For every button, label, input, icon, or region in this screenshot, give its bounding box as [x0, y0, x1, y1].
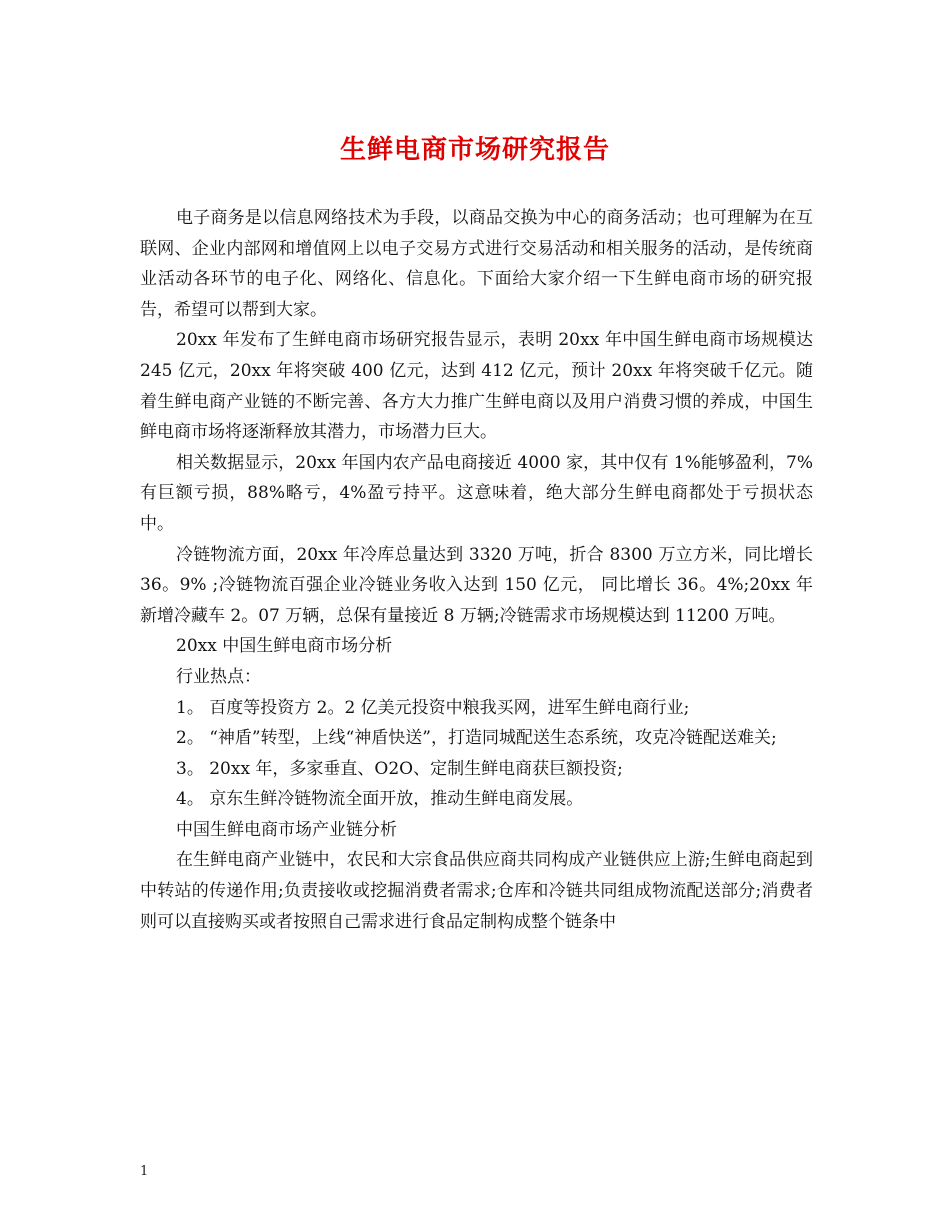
section-heading-market-analysis: 20xx 中国生鲜电商市场分析: [176, 636, 393, 657]
paragraph-profitability: 相关数据显示，20xx 年国内农产品电商接近 4000 家，其中仅有 1%能够盈利，7%有巨额亏损，88%略亏，4%盈亏持平。这意味着，绝大部分生鲜电商都处于亏损状态中。: [140, 452, 813, 534]
paragraph-cold-chain: 冷链物流方面，20xx 年冷库总量达到 3320 万吨，折合 8300 万立方米，同比增长 36。9% ;冷链物流百强企业冷链业务收入达到 150 亿元， 同比增长 36。4%;20xx 年新增冷藏车 2。07 万辆，总保有量接近 8 万辆;冷链需求市场规模达到 11200 万吨。: [140, 544, 813, 626]
document-title: 生鲜电商市场研究报告: [339, 135, 610, 165]
paragraph-industry-chain: 在生鲜电商产业链中，农民和大宗食品供应商共同构成产业链供应上游;生鲜电商起到中转站的传递作用;负责接收或挖掘消费者需求;仓库和冷链共同组成物流配送部分;消费者则可以直接购买或者按照自己需求进行食品定制构成整个链条中: [140, 850, 813, 932]
section-heading-industry-hotspots: 行业热点：: [176, 666, 261, 687]
paragraph-intro: 电子商务是以信息网络技术为手段，以商品交换为中心的商务活动；也可理解为在互联网、企业内部网和增值网上以电子交易方式进行交易活动和相关服务的活动，是传统商业活动各环节的电子化、网络化、信息化。下面给大家介绍一下生鲜电商市场的研究报告，希望可以帮到大家。: [140, 208, 813, 320]
section-heading-industry-chain: 中国生鲜电商市场产业链分析: [176, 819, 397, 840]
list-item-hotspot-1: 1。 百度等投资方 2。2 亿美元投资中粮我买网，进军生鲜电商行业;: [176, 697, 690, 718]
paragraph-market-size: 20xx 年发布了生鲜电商市场研究报告显示，表明 20xx 年中国生鲜电商市场规模达 245 亿元，20xx 年将突破 400 亿元，达到 412 亿元，预计 20xx 年将突破千亿元。随着生鲜电商产业链的不断完善、各方大力推广生鲜电商以及用户消费习惯的养成，中国生鲜电商市场将逐渐释放其潜力，市场潜力巨大。: [140, 330, 813, 443]
list-item-hotspot-3: 3。 20xx 年，多家垂直、O2O、定制生鲜电商获巨额投资;: [176, 758, 623, 779]
page-number: 1: [140, 1164, 149, 1179]
document-body: [140, 203, 813, 937]
list-item-hotspot-4: 4。 京东生鲜冷链物流全面开放，推动生鲜电商发展。: [176, 789, 584, 810]
list-item-hotspot-2: 2。 “神盾”转型，上线“神盾快送”，打造同城配送生态系统，攻克冷链配送难关;: [176, 728, 777, 749]
